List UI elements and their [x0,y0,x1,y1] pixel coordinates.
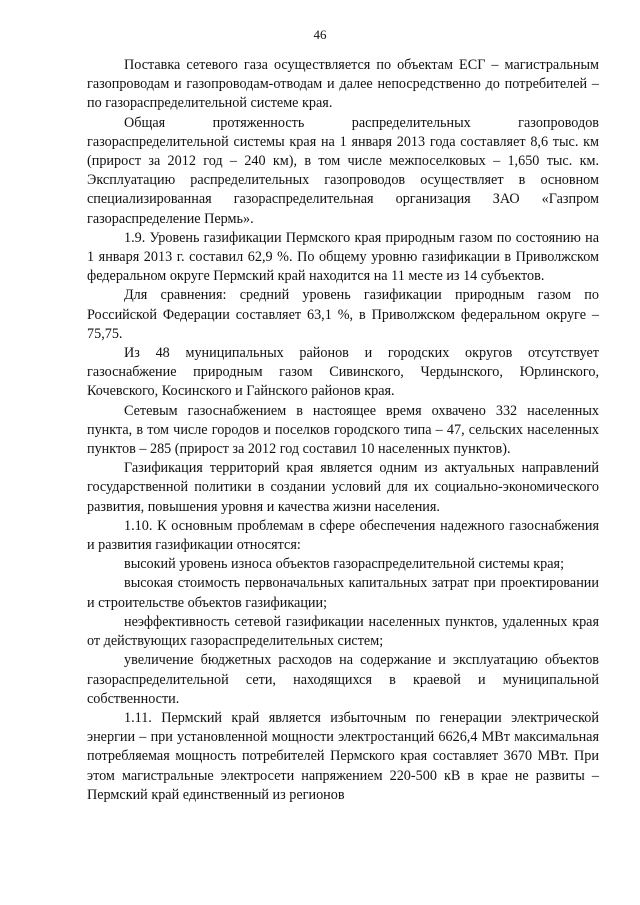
paragraph-problem-budget: увеличение бюджетных расходов на содержание и эксплуатацию объектов газораспределительной сети, находящихся в краевой и муниципальной собственности. [87,652,599,707]
paragraph-comparison: Для сравнения: средний уровень газификации природным газом по Российской Федерации составляет 63,1 %, в Приволжском федеральном округе – 75,75. [87,287,599,342]
paragraph-pipeline-length: Общая протяженность распределительных газопроводов газораспределительной системы края на 1 января 2013 года составляет 8,6 тыс. км (прирост за 2012 год – 240 км), в том числе межпоселковых – 1,650 тыс. км. Эксплуатацию распределительных газопроводов осуществляет в основном специализированная газораспределительная организация ЗАО «Газпром газораспределение Пермь». [87,114,599,227]
paragraph-gas-supply: Поставка сетевого газа осуществляется по объектам ЕСГ – магистральным газопроводам и газопроводам-отводам и далее непосредственно до потребителей – по газораспределительной системе края. [87,57,599,112]
page-number: 46 [313,27,327,42]
paragraph-problem-efficiency: неэффективность сетевой газификации населенных пунктов, удаленных края от действующих газораспределительных систем; [87,613,599,650]
paragraph-state-policy: Газификация территорий края является одним из актуальных направлений государственной политики в создании условий для их социально-экономического развития, повышения уровня и качества жизни населения. [87,460,599,515]
body-text [87,56,599,805]
paragraph-electricity: 1.11. Пермский край является избыточным по генерации электрической энергии – при установленной мощности электростанций 6626,4 МВт максимальная потребляемая мощность потребителей Пермского края составляет 3670 МВт. При этом магистральные электросети напряжением 220-500 кВ в крае не развиты – Пермский край единственный из регионов [87,709,599,803]
paragraph-gasification-level: 1.9. Уровень газификации Пермского края природным газом по состоянию на 1 января 2013 г. составил 62,9 %. По общему уровню газификации в Приволжском федеральном округе Пермский край находится на 11 месте из 14 субъектов. [87,229,599,285]
paragraph-problem-cost: высокая стоимость первоначальных капитальных затрат при проектировании и строительстве объектов газификации; [87,575,599,611]
paragraph-problem-wear: высокий уровень износа объектов газораспределительной системы края; [124,556,565,573]
paragraph-settlements: Сетевым газоснабжением в настоящее время охвачено 332 населенных пункта, в том числе городов и поселков городского типа – 47, сельских населенных пунктов – 285 (прирост за 2012 год составил 10 населенных пунктов). [87,402,599,458]
paragraph-districts: Из 48 муниципальных районов и городских округов отсутствует газоснабжение природным газом Сивинского, Чердынского, Юрлинского, Кочевского, Косинского и Гайнского районов края. [87,345,599,400]
paragraph-problems-intro: 1.10. К основным проблемам в сфере обеспечения надежного газоснабжения и развития газификации относятся: [87,517,599,554]
